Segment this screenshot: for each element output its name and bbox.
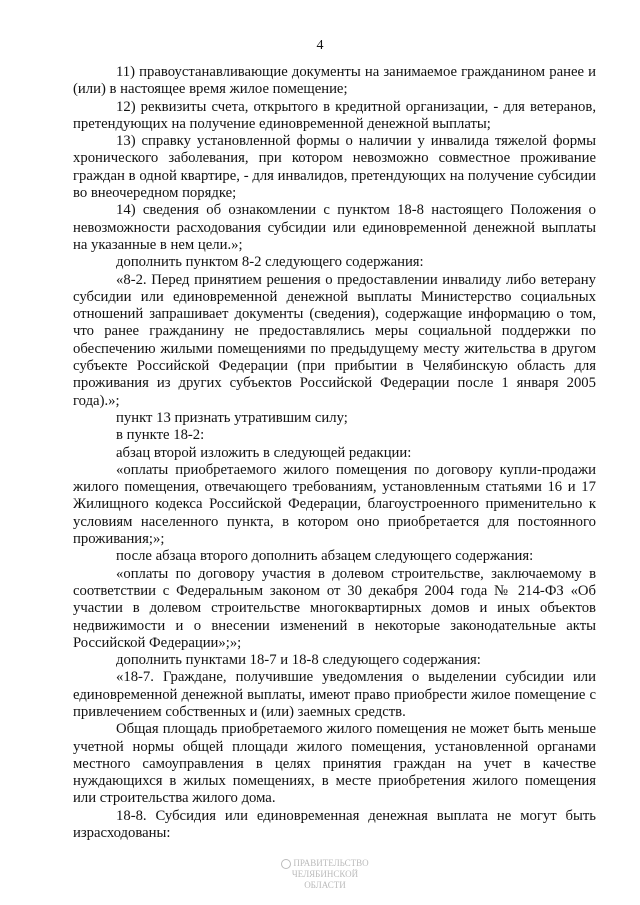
paragraph: «8-2. Перед принятием решения о предоставлении инвалиду либо ветерану субсидии или единовременной денежной выплаты Министерство социальных отношений запрашивает документы (сведения), содержащие информацию о том, что ранее гражданину не предоставлялись меры социальной поддержки по обеспечению жилыми помещениями по предыдущему месту жительства в другом субъекте Российской Федерации (при прибытии в Челябинскую область для проживания из других субъектов Российской Федерации после 1 января 2005 года).»; [73, 271, 596, 409]
paragraph: дополнить пунктом 8-2 следующего содержания: [116, 254, 424, 271]
stamp-line: ЧЕЛЯБИНСКОЙ ОБЛАСТИ [291, 869, 359, 890]
stamp-line: ПРАВИТЕЛЬСТВО [293, 858, 369, 868]
paragraph: 13) справку установленной формы о наличии у инвалида тяжелой формы хронического заболевания, при котором невозможно совместное проживание граждан в одной квартире, - для инвалидов, претендующих на получение субсидии во внеочередном порядке; [73, 133, 596, 202]
paragraph: 18-8. Субсидия или единовременная денежная выплата не могут быть израсходованы: [73, 807, 596, 842]
paragraph: в пункте 18-2: [116, 427, 205, 444]
faded-stamp [270, 858, 380, 890]
emblem-icon [281, 859, 291, 869]
paragraph: 14) сведения об ознакомлении с пунктом 18-8 настоящего Положения о невозможности расходования субсидии или единовременной денежной выплаты на указанные в нем цели.»; [73, 202, 596, 253]
paragraph: «оплаты по договору участия в долевом строительстве, заключаемому в соответствии с Федеральным законом от 30 декабря 2004 года № 214-ФЗ «Об участии в долевом строительстве многоквартирных домов и иных объектов недвижимости и о внесении изменений в некоторые законодательные акты Российской Федерации»;»; [73, 565, 596, 651]
paragraph: пункт 13 признать утратившим силу; [116, 409, 348, 426]
page-number: 4 [316, 38, 324, 53]
paragraph: после абзаца второго дополнить абзацем следующего содержания: [116, 548, 534, 565]
paragraph: дополнить пунктами 18-7 и 18-8 следующего содержания: [116, 652, 481, 669]
paragraph: 11) правоустанавливающие документы на занимаемое гражданином ранее и (или) в настоящее время жилое помещение; [73, 64, 596, 98]
paragraph: Общая площадь приобретаемого жилого помещения не может быть меньше учетной нормы общей площади жилого помещения, установленной органами местного самоуправления в целях принятия граждан на учет в качестве нуждающихся в жилых помещениях, в месте приобретения жилого помещения или строительства жилого дома. [73, 721, 596, 807]
paragraph: «18-7. Граждане, получившие уведомления о выделении субсидии или единовременной денежной выплаты, имеют право приобрести жилое помещение с привлечением собственных и (или) заемных средств. [73, 669, 596, 720]
document-body [73, 64, 596, 842]
paragraph: абзац второй изложить в следующей редакции: [116, 444, 412, 461]
paragraph: 12) реквизиты счета, открытого в кредитной организации, - для ветеранов, претендующих на получение единовременной денежной выплаты; [73, 98, 596, 132]
paragraph: «оплаты приобретаемого жилого помещения по договору купли-продажи жилого помещения, отвечающего требованиям, установленным статьями 16 и 17 Жилищного кодекса Российской Федерации, благоустроенного применительно к условиям населенного пункта, в котором оно приобретается для постоянного проживания;»; [73, 461, 596, 548]
